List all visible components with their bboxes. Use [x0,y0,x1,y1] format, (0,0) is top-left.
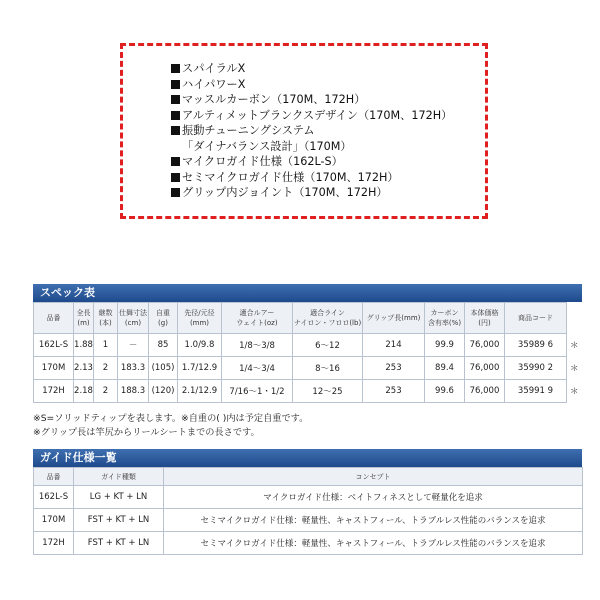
guide-cell: セミマイクロガイド仕様：軽量性、キャストフィール、トラブルレス性能のバランスを追求 [164,532,583,555]
feature-text: 「ダイナバランス設計」（170M） [182,139,352,153]
spec-header-cell: 自重 (g) [149,303,178,334]
guide-cell: セミマイクロガイド仕様：軽量性、キャストフィール、トラブルレス性能のバランスを追求 [164,509,583,532]
guide-cell: FST + KT + LN [74,532,164,555]
feature-text: グリップ内ジョイント（170M、172H） [182,186,388,199]
spec-cell: 99.6 [425,380,465,403]
spec-cell: 76,000 [465,334,505,357]
spec-cell: 183.3 [118,357,149,380]
square-bullet-icon [171,173,180,182]
spec-note: ※グリップ長は竿尻からリールシートまでの長さです。 [33,427,260,438]
spec-cell: 35990 2 [505,357,567,380]
feature-text: アルティメットブランクスデザイン（170M、172H） [182,108,453,122]
spec-cell: 1 [94,334,118,357]
square-bullet-icon [171,188,180,197]
spec-cell: 7/16〜1・1/2 [222,380,293,403]
spec-cell: 214 [363,334,425,357]
feature-item [171,139,452,155]
spec-cell: 253 [363,380,425,403]
spec-cell: 1.0/9.8 [178,334,222,357]
spec-cell: 188.3 [118,380,149,403]
spec-cell: 12〜25 [293,380,363,403]
feature-item [171,92,452,108]
spec-table-title: スペック表 [33,284,582,302]
feature-text: ハイパワーX [182,77,246,91]
spec-header-row [34,303,583,334]
feature-text: スパイラルX [182,62,246,75]
guide-header-cell: コンセプト [164,468,583,486]
square-bullet-icon [171,64,180,73]
feature-item [171,170,452,186]
spec-cell: (120) [149,380,178,403]
guide-table [33,467,583,555]
guide-cell: FST + KT + LN [74,509,164,532]
spec-header-cell: グリップ長(mm) [363,303,425,334]
spec-cell: 2.1/12.9 [178,380,222,403]
spec-cell: 76,000 [465,380,505,403]
spec-header-cell: 適合ルアー ウェイト(oz) [222,303,293,334]
table-row [34,486,583,509]
feature-item [171,185,452,201]
guide-header-cell: ガイド種類 [74,468,164,486]
spec-cell: 170M [34,357,74,380]
spec-cell: 2 [94,380,118,403]
asterisk-mark: ＊ [570,387,579,397]
spec-cell: 2.18 [74,380,94,403]
spec-cell: 2.13 [74,357,94,380]
table-row [34,509,583,532]
spec-header-cell: 先径/元径 (mm) [178,303,222,334]
feature-item [171,154,452,170]
spec-header-cell: 品番 [34,303,74,334]
spec-cell: 1/4〜3/4 [222,357,293,380]
table-row [34,380,583,403]
feature-list [171,61,452,201]
spec-header-cell: 全長 (m) [74,303,94,334]
spec-cell: 2 [94,357,118,380]
square-bullet-icon [171,80,180,89]
square-bullet-icon [171,111,180,120]
feature-item [171,61,452,77]
table-row [34,357,583,380]
guide-cell: マイクロガイド仕様：ベイトフィネスとして軽量化を追求 [164,486,583,509]
square-bullet-icon [171,126,180,135]
feature-box [120,43,488,219]
spec-cell: 85 [149,334,178,357]
spec-note: ※S=ソリッドティップを表します。※自重の( )内は予定自重です。 [33,413,309,424]
asterisk-mark: ＊ [570,364,579,374]
spec-cell: 172H [34,380,74,403]
guide-cell: 170M [34,509,74,532]
spec-header-cell: 本体価格 (円) [465,303,505,334]
feature-text: 振動チューニングシステム [182,124,315,137]
spec-table [33,302,583,403]
spec-cell: 99.9 [425,334,465,357]
guide-header-cell: 品番 [34,468,74,486]
spec-cell: 6〜12 [293,334,363,357]
spec-cell: 1/8〜3/8 [222,334,293,357]
spec-header-cell: 仕舞寸法 (cm) [118,303,149,334]
feature-text: マッスルカーボン（170M、172H） [182,93,366,106]
guide-cell: 172H [34,532,74,555]
feature-item [171,123,452,139]
spec-cell: 1.7/12.9 [178,357,222,380]
spec-header-cell: 継数 (本) [94,303,118,334]
feature-item [171,108,452,124]
spec-cell: 162L-S [34,334,74,357]
guide-cell: LG + KT + LN [74,486,164,509]
spec-cell: 35991 9 [505,380,567,403]
spec-cell: 89.4 [425,357,465,380]
spec-cell: 35989 6 [505,334,567,357]
guide-cell: 162L-S [34,486,74,509]
feature-text: マイクロガイド仕様（162L-S） [182,155,343,168]
table-row [34,334,583,357]
guide-header-row [34,468,583,486]
spec-header-cell: カーボン 含有率(%) [425,303,465,334]
spec-cell: 253 [363,357,425,380]
spec-header-cell: 適合ライン ナイロン・フロロ(lb) [293,303,363,334]
spec-header-spacer [567,303,583,334]
spec-cell: 8〜16 [293,357,363,380]
spec-cell: 76,000 [465,357,505,380]
feature-item [171,77,452,93]
spec-cell: － [118,334,149,357]
feature-text: セミマイクロガイド仕様（170M、172H） [182,170,399,184]
bullet-spacer [171,142,180,151]
table-row [34,532,583,555]
guide-table-title: ガイド仕様一覧 [33,449,582,467]
asterisk-mark: ＊ [570,341,579,351]
spec-cell: (105) [149,357,178,380]
square-bullet-icon [171,157,180,166]
square-bullet-icon [171,95,180,104]
spec-header-cell: 商品コード [505,303,567,334]
spec-cell: 1.88 [74,334,94,357]
